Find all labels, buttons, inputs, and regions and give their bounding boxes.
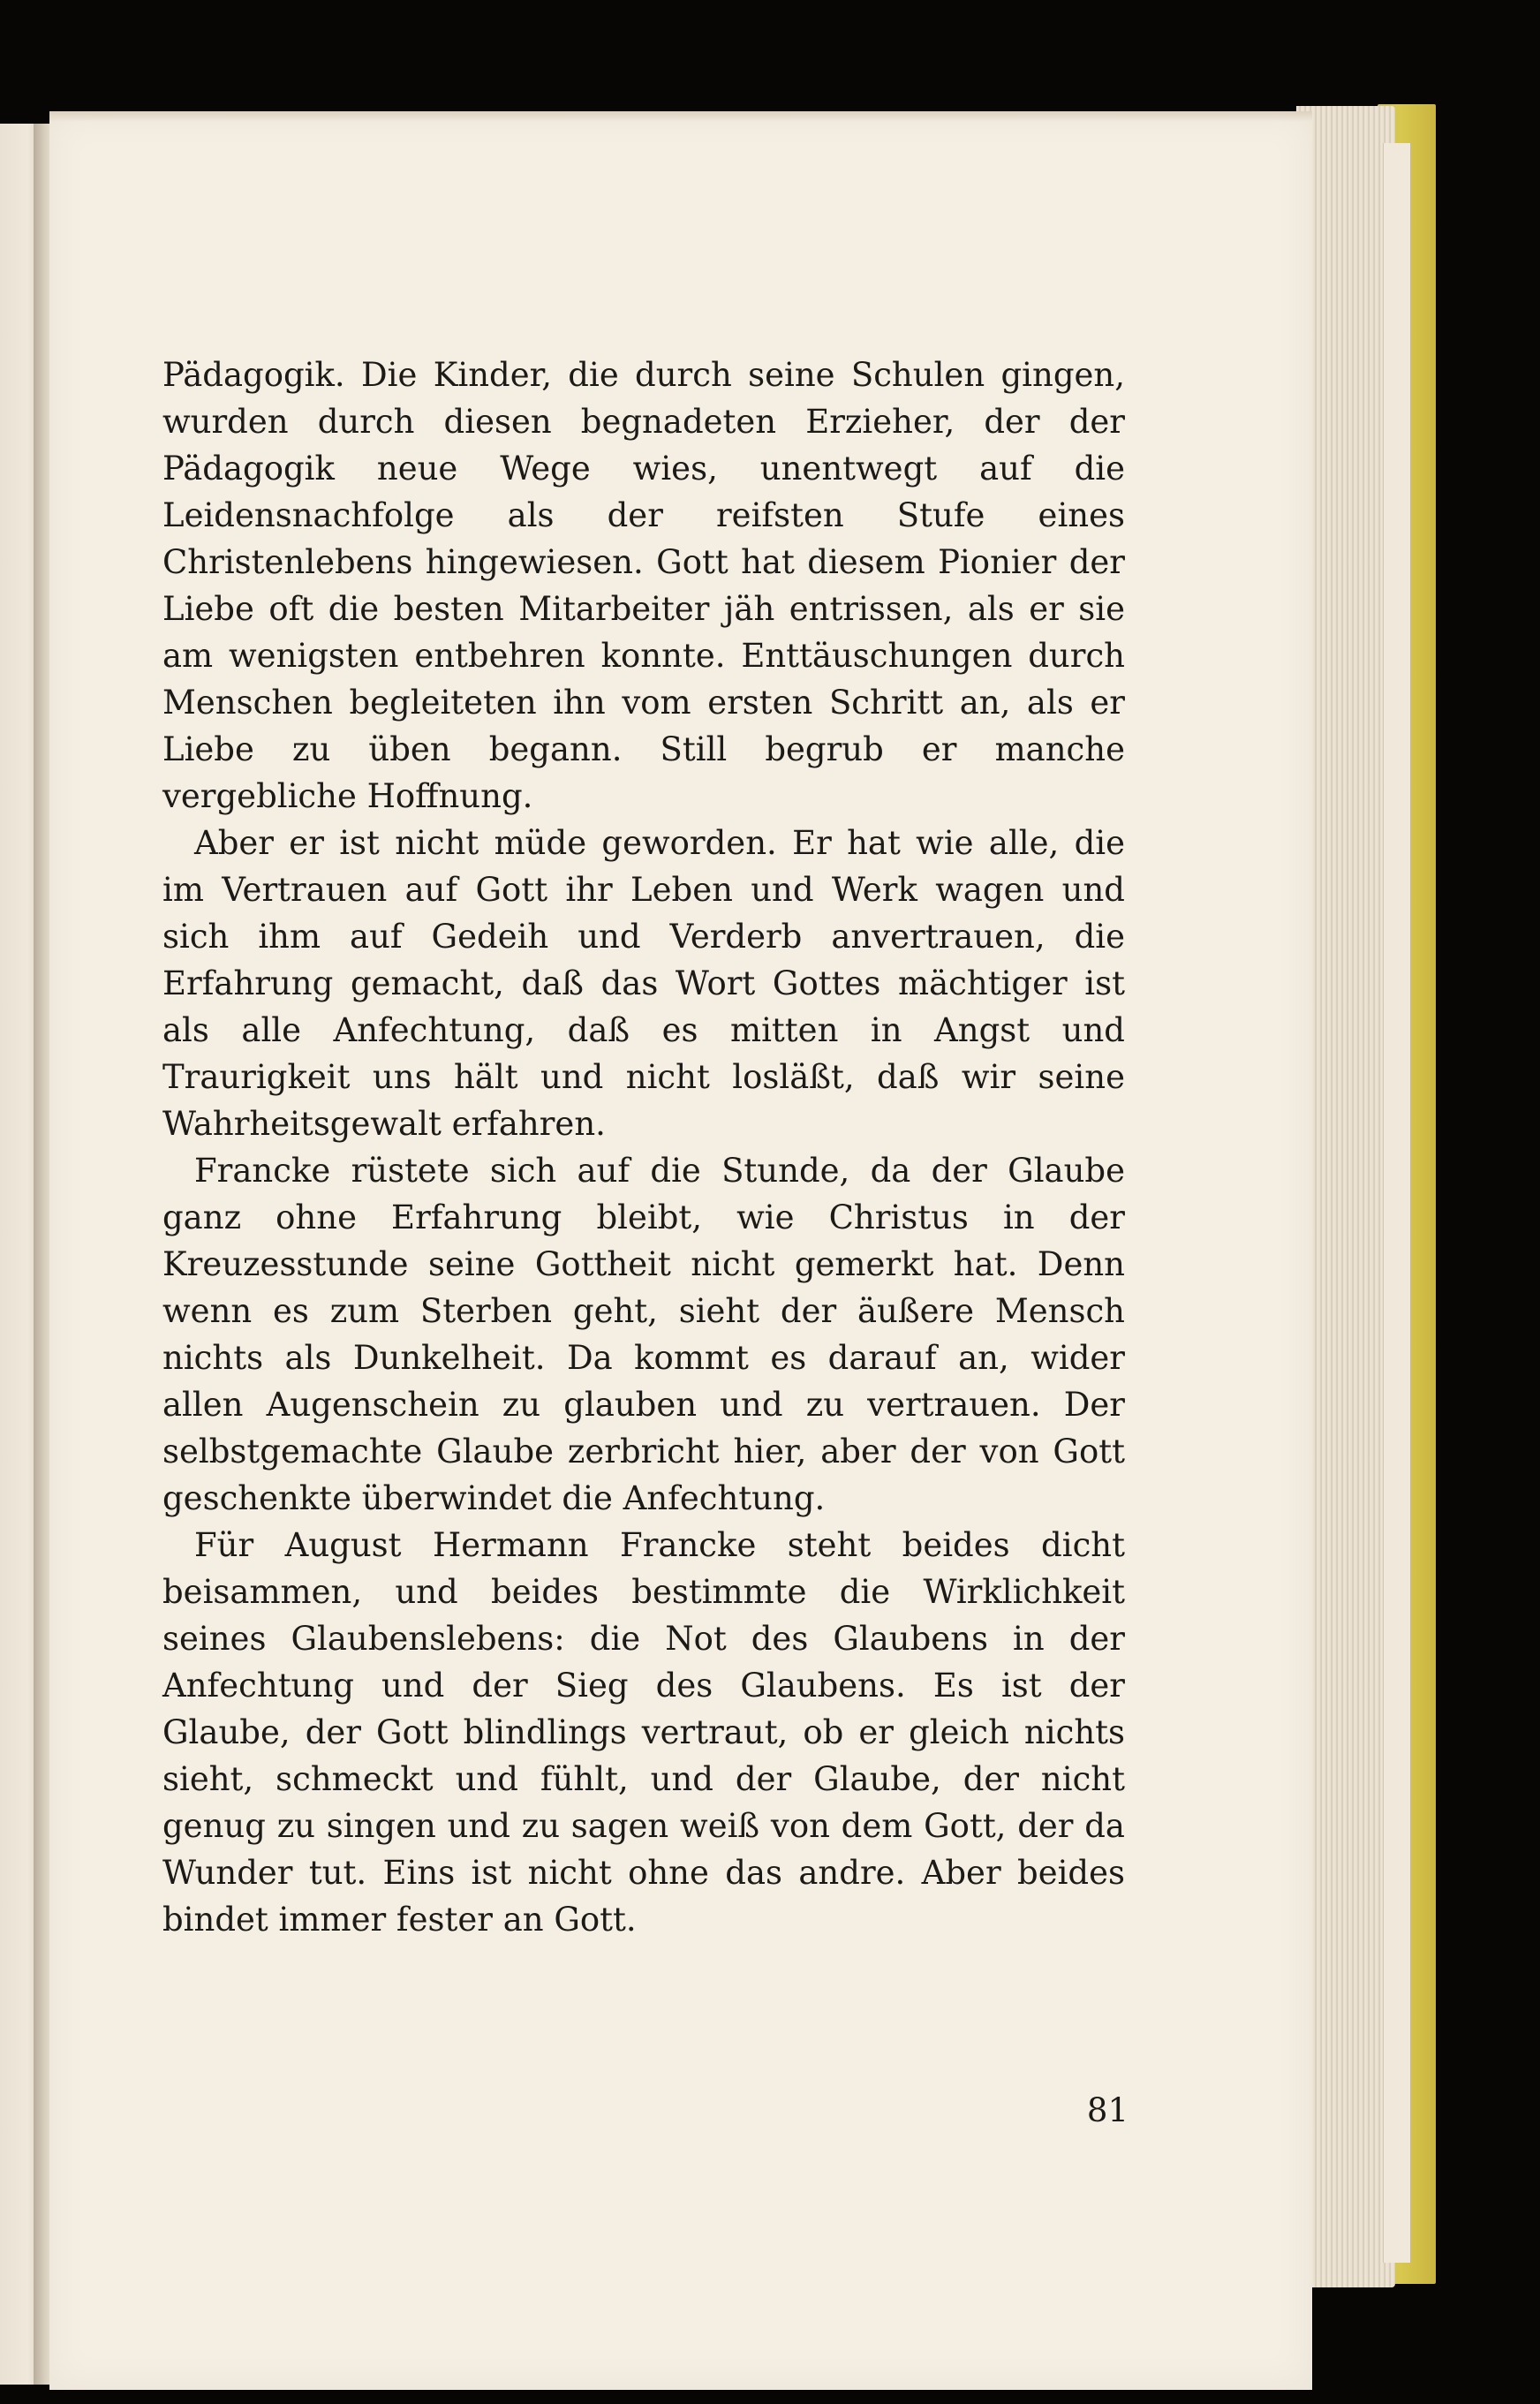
paragraph-4: Für August Hermann Francke steht beides dicht beisammen, und beides bestimmte die Wirklichkeit seines Glaubenslebens: die Not des Glaubens in der Anfechtung und der Sieg des Glaubens. Es ist der Glaube, der Gott blindlings vertraut, ob er gleich nichts sieht, schmeckt und fühlt, und der Glaube, der nicht genug zu singen und zu sagen weiß von dem Gott, der da Wunder tut. Eins ist nicht ohne das andre. Aber beides bindet immer fester an Gott. [162,1526,1125,1939]
paragraph-2: Aber er ist nicht müde geworden. Er hat wie alle, die im Vertrauen auf Gott ihr Leben und Werk wagen und sich ihm auf Gedeih und Verderb anvertrauen, die Erfahrung gemacht, daß das Wort Gottes mächtiger ist als alle Anfechtung, daß es mitten in Angst und Traurigkeit uns hält und nicht losläßt, daß wir seine Wahrheitsgewalt erfahren. [162,824,1125,1143]
page-body-text [162,352,1125,1943]
paragraph-3: Francke rüstete sich auf die Stunde, da der Glaube ganz ohne Erfahrung bleibt, wie Christus in der Kreuzesstunde seine Gottheit nicht gemerkt hat. Denn wenn es zum Sterben geht, sieht der äußere Mensch nichts als Dunkelheit. Da kommt es darauf an, wider allen Augenschein zu glauben und zu vertrauen. Der selbstgemachte Glaube zerbricht hier, aber der von Gott geschenkte überwindet die Anfechtung. [162,1152,1125,1517]
page-stack-inner-edge [1383,143,1410,2263]
book-page [49,111,1312,2390]
paragraph-1: Pädagogik. Die Kinder, die durch seine Schulen gingen, wurden durch diesen begnadeten Erzieher, der der Pädagogik neue Wege wies, unentwegt auf die Leidensnachfolge als der reifsten Stufe eines Christenlebens hingewiesen. Gott hat diesem Pionier der Liebe oft die besten Mitarbeiter jäh entrissen, als er sie am wenigsten entbehren konnte. Enttäuschungen durch Menschen begleiteten ihn vom ersten Schritt an, als er Liebe zu üben begann. Still begrub er manche vergebliche Hoffnung. [162,356,1125,815]
page-number: 81 [1086,2091,1129,2129]
